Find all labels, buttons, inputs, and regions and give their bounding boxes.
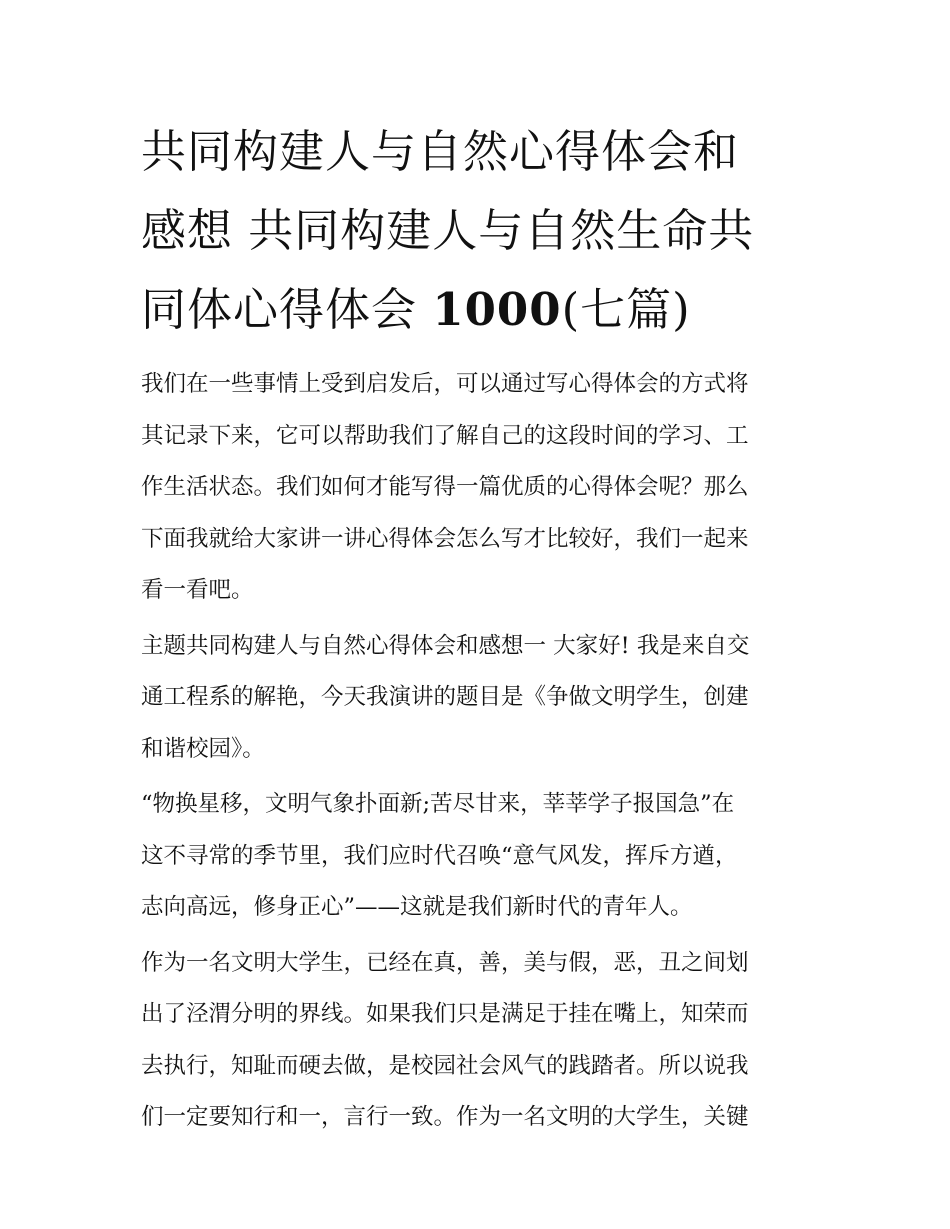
text-line: 其记录下来，它可以帮助我们了解自己的这段时间的学习、工 [141,422,749,449]
paragraph-quote [141,779,813,934]
paragraph-intro [141,359,813,617]
text-line: 们一定要知行和一，言行一致。作为一名文明的大学生，关键 [141,1104,749,1130]
text-line: 我们在一些事情上受到启发后，可以通过写心得体会的方式将 [141,371,749,397]
document-page [141,112,813,1148]
text-line: 去执行，知耻而硬去做，是校园社会风气的践踏者。所以说我 [141,1052,749,1079]
text-line: 主题共同构建人与自然心得体会和感想一 大家好! 我是来自交 [141,632,750,659]
title-line: 感想 共同构建人与自然生命共 [141,204,755,257]
title-line-text: 同体心得体会 [141,283,433,336]
title-number: 1000 [432,283,562,336]
text-line: 和谐校园》。 [141,735,265,762]
title-line-suffix: (七篇) [561,283,691,336]
text-line: 看一看吧。 [141,577,254,603]
text-line: 作为一名文明大学生，已经在真，善，美与假，恶，丑之间划 [141,949,749,976]
document-title [141,112,813,349]
text-line: 作生活状态。我们如何才能写得一篇优质的心得体会呢？那么 [141,474,749,500]
text-line: 这不寻常的季节里，我们应时代召唤“意气风发，挥斥方遒， [141,842,738,869]
text-line: 下面我就给大家讲一讲心得体会怎么写才比较好，我们一起来 [141,525,749,552]
title-line: 共同构建人与自然心得体会和 [141,125,740,178]
title-line [141,270,813,349]
paragraph-civility [141,938,813,1144]
text-line: 志向高远，修身正心”——这就是我们新时代的青年人。 [141,894,693,920]
paragraph-speech-opening [141,621,813,776]
text-line: “物换星移，文明气象扑面新;苦尽甘来，莘莘学子报国急”在 [141,791,735,817]
text-line: 通工程系的解艳，今天我演讲的题目是《争做文明学生，创建 [141,684,749,710]
text-line: 出了泾渭分明的界线。如果我们只是满足于挂在嘴上，知荣而 [141,1001,749,1027]
document-body [141,359,813,1144]
